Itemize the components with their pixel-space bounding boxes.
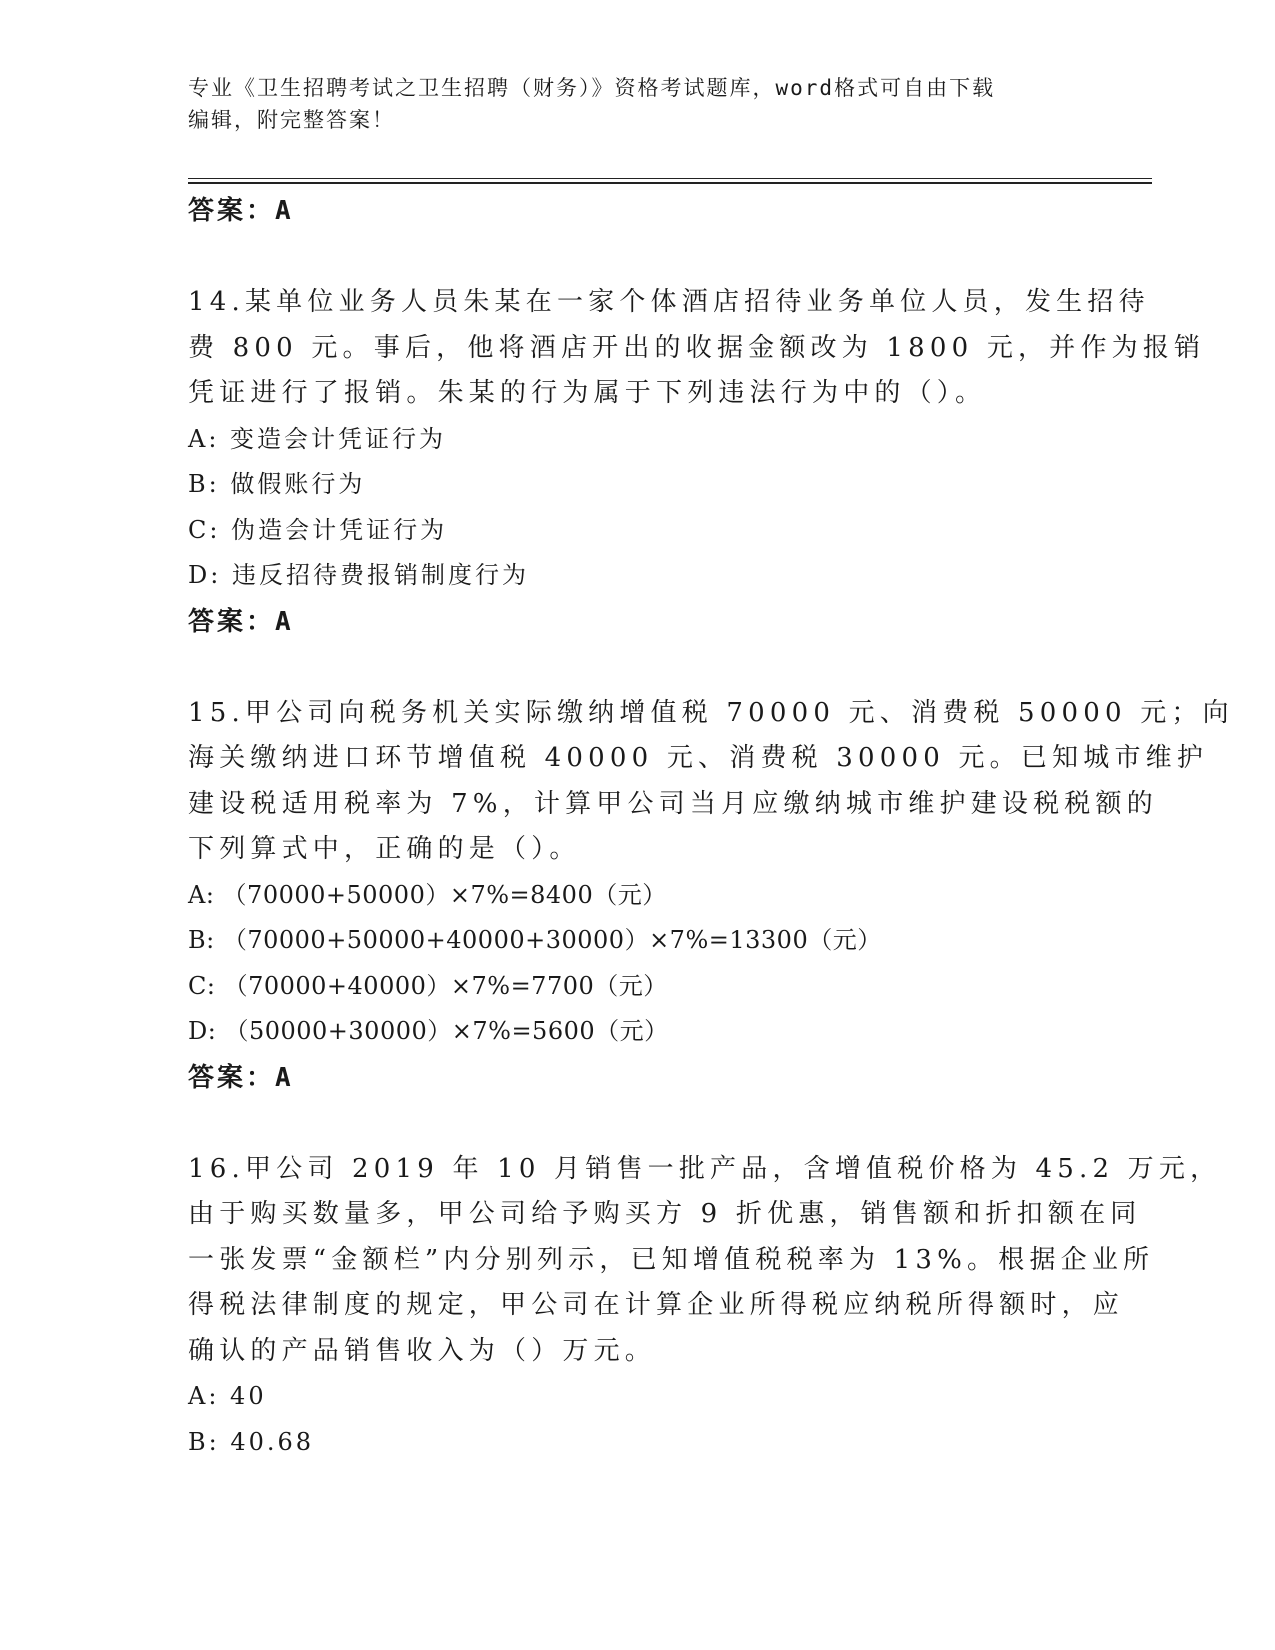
- question-14-stem: [188, 280, 1206, 417]
- question-stem-line: 下列算式中，正确的是（）。: [188, 834, 581, 864]
- option-c: C: 伪造会计凭证行为: [188, 515, 448, 544]
- question-stem-line: 费 800 元。事后，他将酒店开出的收据金额改为 1800 元，并作为报销: [188, 332, 1206, 363]
- header-rule-thick: [188, 182, 1152, 184]
- option-b: B: 做假账行为: [188, 470, 366, 498]
- question-stem-line: 海关缴纳进口环节增值税 40000 元、消费税 30000 元。已知城市维护: [188, 743, 1209, 773]
- answer-line: 答案：A: [188, 1062, 294, 1093]
- question-stem-line: 由于购买数量多，甲公司给予购买方 9 折优惠，销售额和折扣额在同: [188, 1199, 1142, 1229]
- spacer: [188, 1101, 1088, 1147]
- option-b: B: （70000+50000+40000+30000）×7%=13300（元）: [188, 926, 882, 954]
- answer-line: 答案：A: [188, 606, 294, 637]
- question-stem-line: 16.甲公司 2019 年 10 月销售一批产品，含增值税价格为 45.2 万元，: [188, 1153, 1222, 1184]
- header-line-2: 编辑，附完整答案！: [188, 108, 395, 132]
- spacer: [188, 234, 1088, 280]
- spacer: [188, 645, 1088, 691]
- option-a: A: 变造会计凭证行为: [188, 424, 447, 453]
- question-16: [188, 1147, 1222, 1466]
- option-d: D: （50000+30000）×7%=5600（元）: [188, 1017, 669, 1045]
- question-stem-line: 14.某单位业务人员朱某在一家个体酒店招待业务单位人员，发生招待: [188, 287, 1150, 317]
- question-15-stem: [188, 691, 1234, 873]
- option-d: D: 违反招待费报销制度行为: [188, 561, 529, 589]
- option-a: A: （70000+50000）×7%=8400（元）: [188, 880, 667, 909]
- question-stem-line: 凭证进行了报销。朱某的行为属于下列违法行为中的（）。: [188, 378, 987, 408]
- header-line-1: 专业《卫生招聘考试之卫生招聘（财务）》资格考试题库，word格式可自由下载: [188, 76, 996, 100]
- header-rule-thin: [188, 178, 1152, 179]
- page-header: [188, 72, 1088, 136]
- question-stem-line: 确认的产品销售收入为（）万元。: [188, 1335, 657, 1366]
- question-stem-line: 得税法律制度的规定，甲公司在计算企业所得税应纳税所得额时，应: [188, 1290, 1125, 1320]
- document-body: [188, 188, 1234, 1465]
- option-a: A: 40: [188, 1382, 267, 1410]
- option-b: B: 40.68: [188, 1427, 315, 1456]
- question-14: [188, 280, 1206, 645]
- question-15: [188, 691, 1234, 1101]
- question-stem-line: 15.甲公司向税务机关实际缴纳增值税 70000 元、消费税 50000 元；向: [188, 697, 1234, 728]
- question-16-stem: [188, 1147, 1222, 1375]
- question-stem-line: 一张发票“金额栏”内分别列示，已知增值税税率为 13%。根据企业所: [188, 1244, 1155, 1275]
- answer-line: 答案：A: [188, 196, 294, 226]
- question-stem-line: 建设税适用税率为 7%，计算甲公司当月应缴纳城市维护建设税税额的: [188, 788, 1158, 819]
- option-c: C: （70000+40000）×7%=7700（元）: [188, 971, 668, 1000]
